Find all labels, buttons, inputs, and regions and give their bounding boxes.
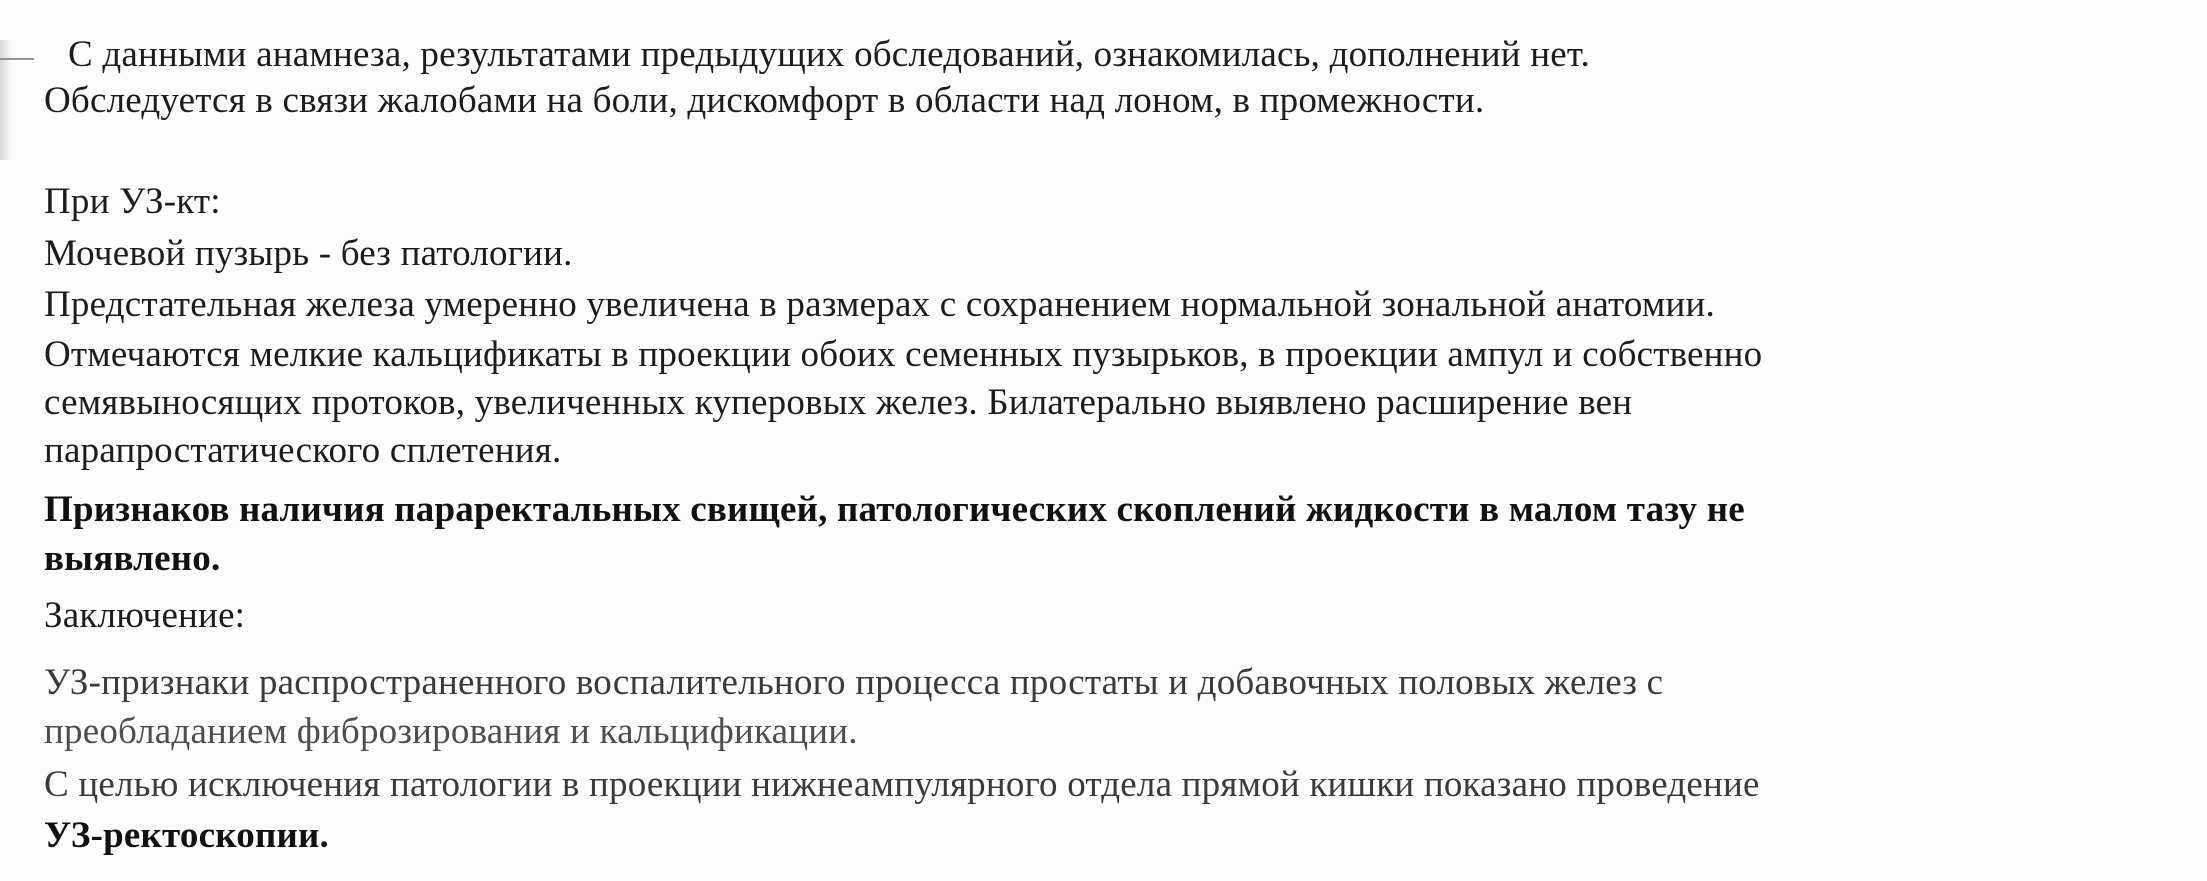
document-line-12: УЗ-признаки распространенного воспалительного процесса простаты и добавочных половых желез с <box>44 662 1664 703</box>
document-line-13: преобладанием фиброзирования и кальцификации. <box>44 711 858 752</box>
document-line-6: Отмечаются мелкие кальцификаты в проекции обоих семенных пузырьков, в проекции ампул и собственно <box>44 334 1763 375</box>
document-line-7: семявыносящих протоков, увеличенных куперовых желез. Билатерально выявлено расширение вен <box>44 382 1633 423</box>
scan-margin-mark <box>0 58 34 60</box>
document-line-2: Обследуется в связи жалобами на боли, дискомфорт в области над лоном, в промежности. <box>44 80 1485 121</box>
document-line-4: Мочевой пузырь - без патологии. <box>44 233 573 274</box>
document-line-15: УЗ-ректоскопии. <box>44 815 329 856</box>
document-line-10: выявлено. <box>44 538 221 579</box>
document-line-11: Заключение: <box>44 595 246 636</box>
document-line-1: С данными анамнеза, результатами предыдущих обследований, ознакомилась, дополнений нет. <box>68 34 1590 75</box>
document-line-9: Признаков наличия параректальных свищей, патологических скоплений жидкости в малом тазу не <box>44 489 1745 530</box>
document-line-8: парапростатического сплетения. <box>44 430 562 471</box>
document-line-3: При УЗ-кт: <box>44 181 221 222</box>
document-line-14: С целью исключения патологии в проекции нижнеампулярного отдела прямой кишки показано проведение <box>44 764 1760 805</box>
document-line-5: Предстательная железа умеренно увеличена в размерах с сохранением нормальной зональной анатомии. <box>44 284 1715 325</box>
